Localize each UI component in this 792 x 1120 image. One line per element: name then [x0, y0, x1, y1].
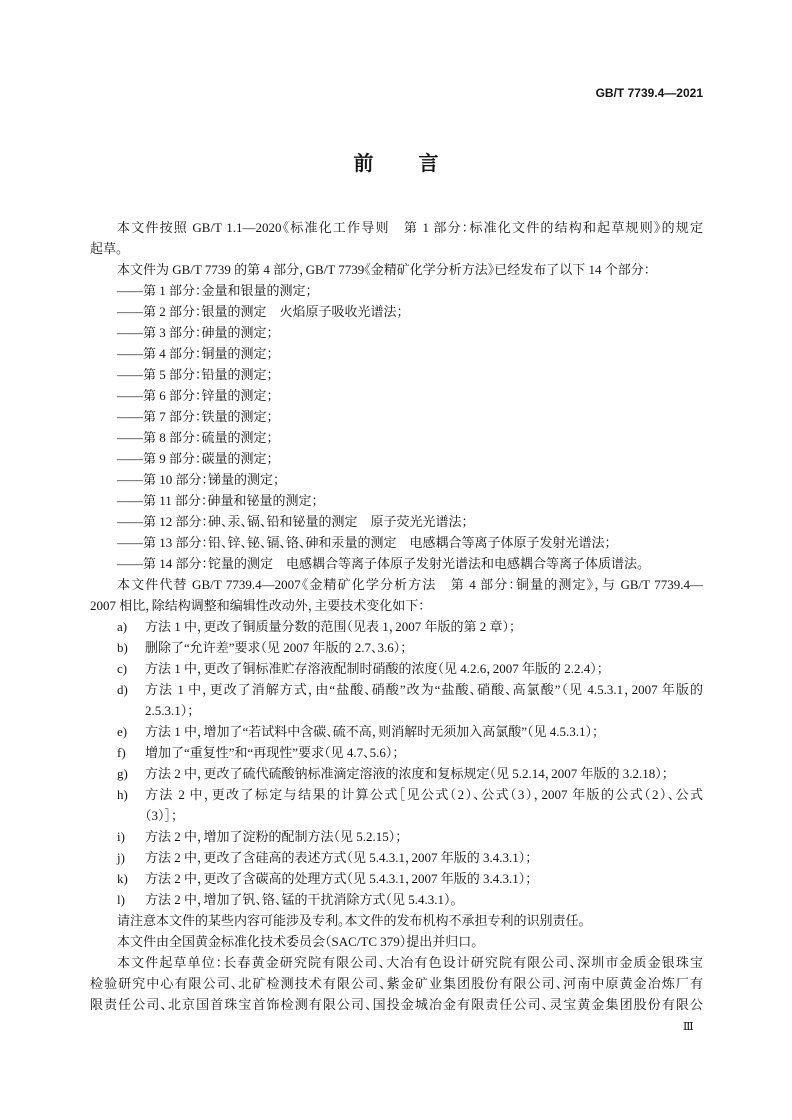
part-list-item: ——第 14 部分：铊量的测定 电感耦合等离子体原子发射光谱法和电感耦合等离子体质谱法。 [117, 556, 644, 571]
change-item-text: 方法 1 中，更改了消解方式，由“盐酸、硝酸”改为“盐酸、硝酸、高氯酸”（见 4.5.3.1，2007 年版的 [145, 682, 703, 697]
change-item-label: c) [117, 661, 128, 676]
part-list-item: ——第 1 部分：金量和银量的测定； [117, 283, 313, 298]
patent-notice: 请注意本文件的某些内容可能涉及专利。本文件的发布机构不承担专利的识别责任。 [117, 913, 586, 928]
change-item-text: 增加了“重复性”和“再现性”要求（见 4.7、5.6）； [145, 745, 399, 760]
change-item-label: e) [117, 724, 128, 739]
change-item [90, 616, 703, 637]
change-item-continuation: 2.5.3.1）； [145, 703, 194, 718]
change-item-continuation: （3）］； [145, 808, 178, 823]
part-list-item: ——第 8 部分：硫量的测定； [117, 430, 274, 445]
change-item-label: b) [117, 640, 128, 655]
drafting-units-line: 检验研究中心有限公司、北矿检测技术有限公司、紫金矿业集团股份有限公司、河南中原黄金冶炼厂有 [90, 976, 703, 991]
change-item-text: 方法 2 中，增加了钒、铬、锰的干扰消除方式（见 5.4.3.1）。 [145, 892, 458, 907]
parts-intro: 本文件为 GB/T 7739 的第 4 部分，GB/T 7739《金精矿化学分析方法》已经发布了以下 14 个部分： [117, 262, 651, 277]
part-list-item: ——第 11 部分：砷量和铋量的测定； [117, 493, 319, 508]
drafting-units-line: 限责任公司、北京国首珠宝首饰检测有限公司、国投金城冶金有限责任公司、灵宝黄金集团股份有限公 [90, 997, 703, 1012]
change-item-text: 方法 2 中，更改了含硅高的表述方式（见 5.4.3.1，2007 年版的 3.4.3.1）； [145, 850, 532, 865]
change-item-label: f) [117, 745, 126, 760]
header-standard-number: GB/T 7739.4—2021 [595, 86, 703, 100]
replacement-statement-line: 2007 相比，除结构调整和编辑性改动外，主要技术变化如下： [90, 598, 425, 613]
drafting-units-line: 本文件起草单位：长春黄金研究院有限公司、大冶有色设计研究院有限公司、深圳市金质金银珠宝 [117, 955, 703, 970]
change-item [90, 721, 703, 742]
change-item-text: 方法 2 中，更改了含碳高的处理方式（见 5.4.3.1，2007 年版的 3.4.3.1）； [145, 871, 532, 886]
change-item-label: l) [117, 892, 125, 907]
part-list-item: ——第 3 部分：砷量的测定； [117, 325, 274, 340]
change-item [90, 868, 703, 889]
foreword-title: 前 言 [353, 151, 439, 175]
change-item-label: d) [117, 682, 128, 697]
part-list-item: ——第 13 部分：铅、锌、铋、镉、铬、砷和汞量的测定 电感耦合等离子体原子发射光谱法； [117, 535, 612, 550]
part-list-item: ——第 12 部分：砷、汞、镉、铅和铋量的测定 原子荧光光谱法； [117, 514, 469, 529]
structure-statement-line: 起草。 [90, 241, 123, 256]
part-list-item: ——第 9 部分：碳量的测定； [117, 451, 274, 466]
change-item [90, 826, 703, 847]
part-list-item: ——第 5 部分：铅量的测定； [117, 367, 274, 382]
change-item [90, 847, 703, 868]
part-list-item: ——第 10 部分：锑量的测定； [117, 472, 280, 487]
change-item-label: k) [117, 871, 128, 886]
change-item [90, 889, 703, 910]
foreword-body [90, 217, 703, 1015]
change-item-text: 删除了“允许差”要求（见 2007 年版的 2.7、3.6）； [145, 640, 407, 655]
change-item-text: 方法 2 中，增加了淀粉的配制方法（见 5.2.15）； [145, 829, 402, 844]
part-list-item: ——第 4 部分：铜量的测定； [117, 346, 274, 361]
change-item-label: i) [117, 829, 125, 844]
change-item-text: 方法 1 中，更改了铜标准贮存溶液配制时硝酸的浓度（见 4.2.6，2007 年版的 2.2.4）； [145, 661, 604, 676]
part-list-item: ——第 2 部分：银量的测定 火焰原子吸收光谱法； [117, 304, 404, 319]
change-item-label: h) [117, 787, 128, 802]
proposer-statement: 本文件由全国黄金标准化技术委员会（SAC/TC 379）提出并归口。 [117, 934, 478, 949]
page-number: Ⅲ [683, 1020, 694, 1033]
change-item [90, 763, 703, 784]
change-item [90, 637, 703, 658]
replacement-statement-line: 本文件代替 GB/T 7739.4—2007《金精矿化学分析方法 第 4 部分：铜量的测定》，与 GB/T 7739.4— [117, 577, 703, 592]
change-item [90, 658, 703, 679]
part-list-item: ——第 7 部分：铁量的测定； [117, 409, 274, 424]
change-item-text: 方法 1 中，更改了铜质量分数的范围（见表 1，2007 年版的第 2 章）； [145, 619, 516, 634]
change-item [90, 679, 703, 700]
change-item-text: 方法 1 中，增加了“若试料中含碳、硫不高，则消解时无须加入高氯酸”（见 4.5.3.1）； [145, 724, 599, 739]
change-item-label: j) [117, 850, 125, 865]
change-item-label: g) [117, 766, 128, 781]
structure-statement-line: 本文件按照 GB/T 1.1—2020《标准化工作导则 第 1 部分：标准化文件的结构和起草规则》的规定 [117, 220, 703, 235]
change-item-label: a) [117, 619, 128, 634]
part-list-item: ——第 6 部分：锌量的测定； [117, 388, 274, 403]
change-item-text: 方法 2 中，更改了硫代硫酸钠标准滴定溶液的浓度和复标规定（见 5.2.14，2007 年版的 3.2.18）； [145, 766, 669, 781]
change-item [90, 784, 703, 805]
change-item [90, 742, 703, 763]
change-item-text: 方法 2 中，更改了标定与结果的计算公式［见公式（2）、公式（3），2007 年版的公式（2）、公式 [145, 787, 703, 802]
